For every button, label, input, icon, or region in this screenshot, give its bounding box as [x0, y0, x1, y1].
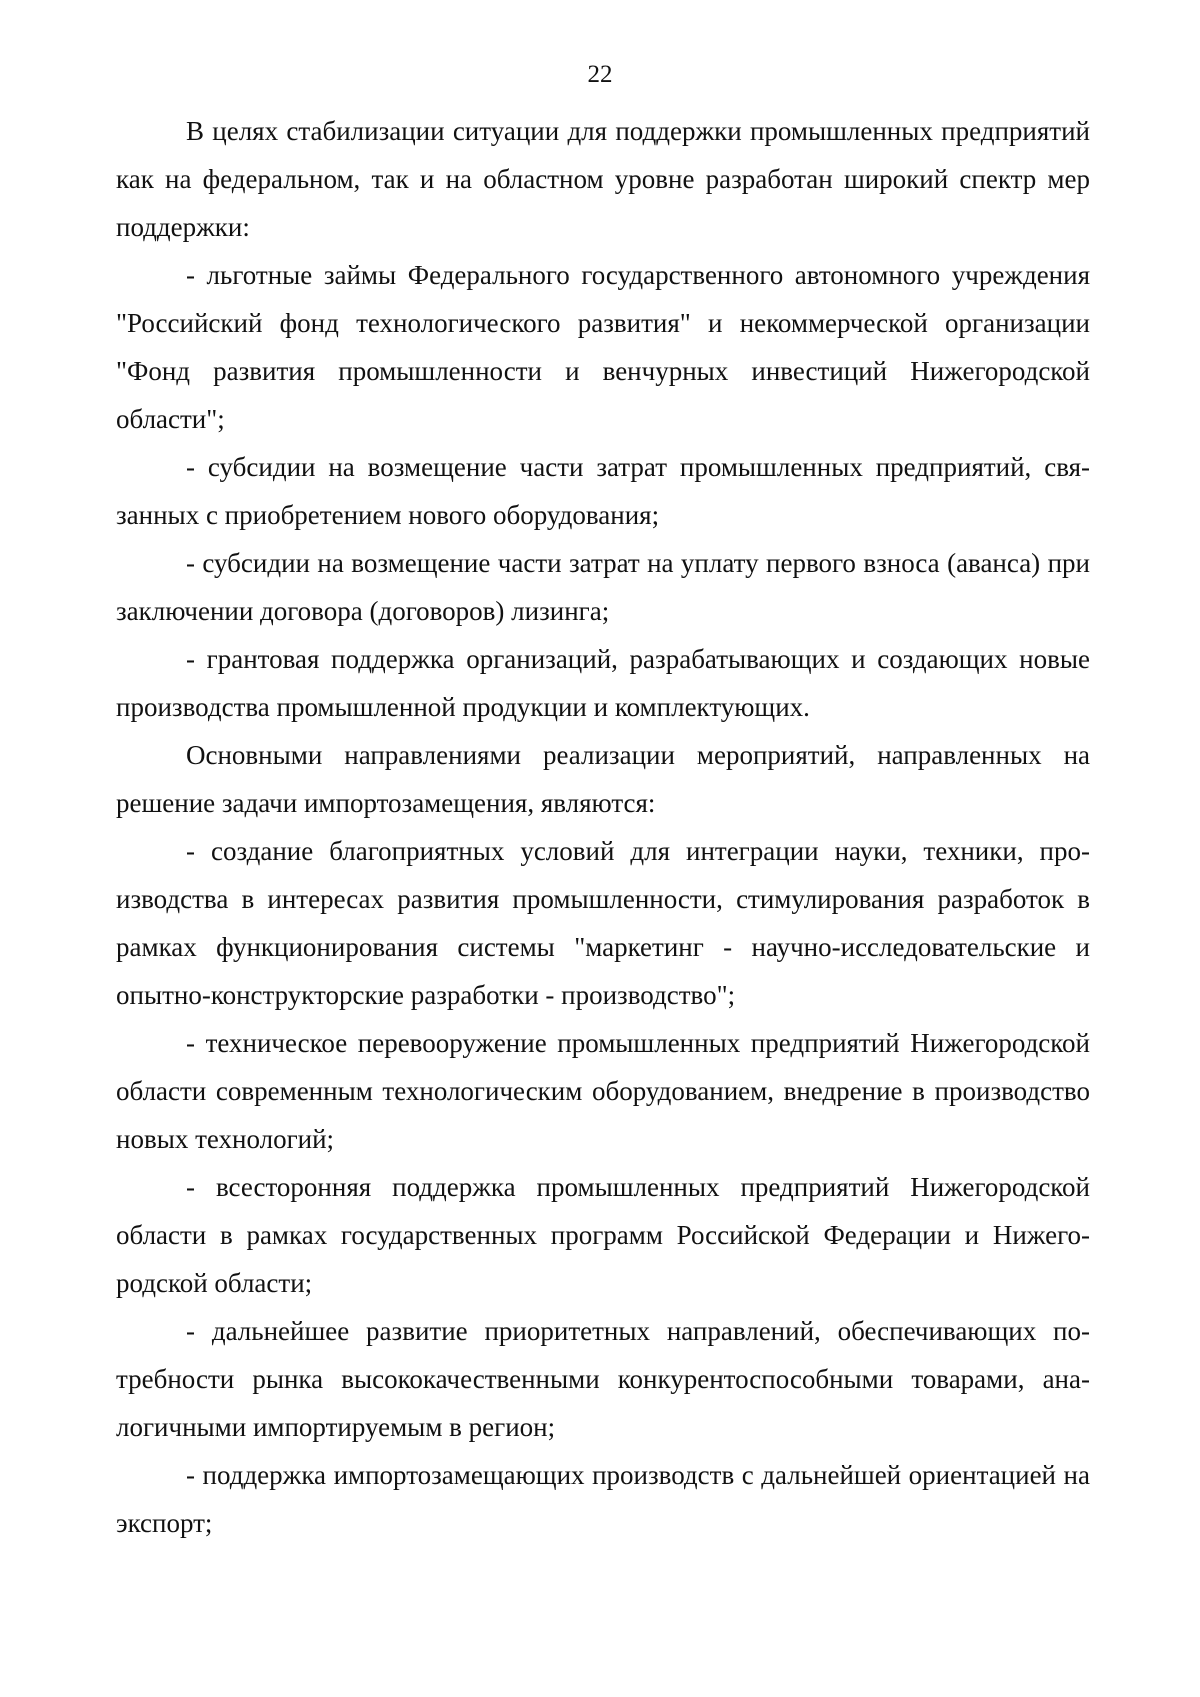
page-number: 22 [587, 61, 613, 88]
paragraph-priority-directions: - дальнейшее развитие приоритетных направлений, обеспечивающих потребности рынка высококачественными конкурентоспособными товарами, аналогичными импортируемым в регион; [116, 1316, 1090, 1442]
document-body [116, 107, 1090, 1547]
paragraph-export: - поддержка импортозамещающих производств с дальнейшей ориентацией на экспорт; [116, 1460, 1090, 1538]
paragraph-state-programs: - всесторонняя поддержка промышленных предприятий Нижегородской области в рамках государственных программ Российской Федерации и Нижегородской области; [116, 1172, 1090, 1298]
paragraph-integration: - создание благоприятных условий для интеграции науки, техники, производства в интересах развития промышленности, стимулирования разработок в рамках функционирования системы "маркетинг - научно-исследовательские и опытно-конструкторские разработки - производство"; [116, 836, 1090, 1010]
paragraph-equipment-subsidies: - субсидии на возмещение части затрат промышленных предприятий, связанных с приобретением нового оборудования; [116, 452, 1090, 530]
paragraph-grant-support: - грантовая поддержка организаций, разрабатывающих и создающих новые производства промышленной продукции и комплектующих. [116, 644, 1090, 722]
paragraph-loans: - льготные займы Федерального государственного автономного учреждения "Российский фонд технологического развития" и некоммерческой организации "Фонд развития промышленности и венчурных инвестиций Нижегородской области"; [116, 260, 1090, 434]
paragraph-reequipment: - техническое перевооружение промышленных предприятий Нижегородской области современным технологическим оборудованием, внедрение в производство новых технологий; [116, 1028, 1090, 1154]
paragraph-main-directions: Основными направлениями реализации мероприятий, направленных на решение задачи импортозамещения, являются: [116, 740, 1090, 818]
paragraph-intro: В целях стабилизации ситуации для поддержки промышленных предприятий как на федеральном, так и на областном уровне разработан широкий спектр мер поддержки: [116, 116, 1090, 242]
paragraph-leasing-subsidies: - субсидии на возмещение части затрат на уплату первого взноса (аванса) при заключении договора (договоров) лизинга; [116, 548, 1090, 626]
